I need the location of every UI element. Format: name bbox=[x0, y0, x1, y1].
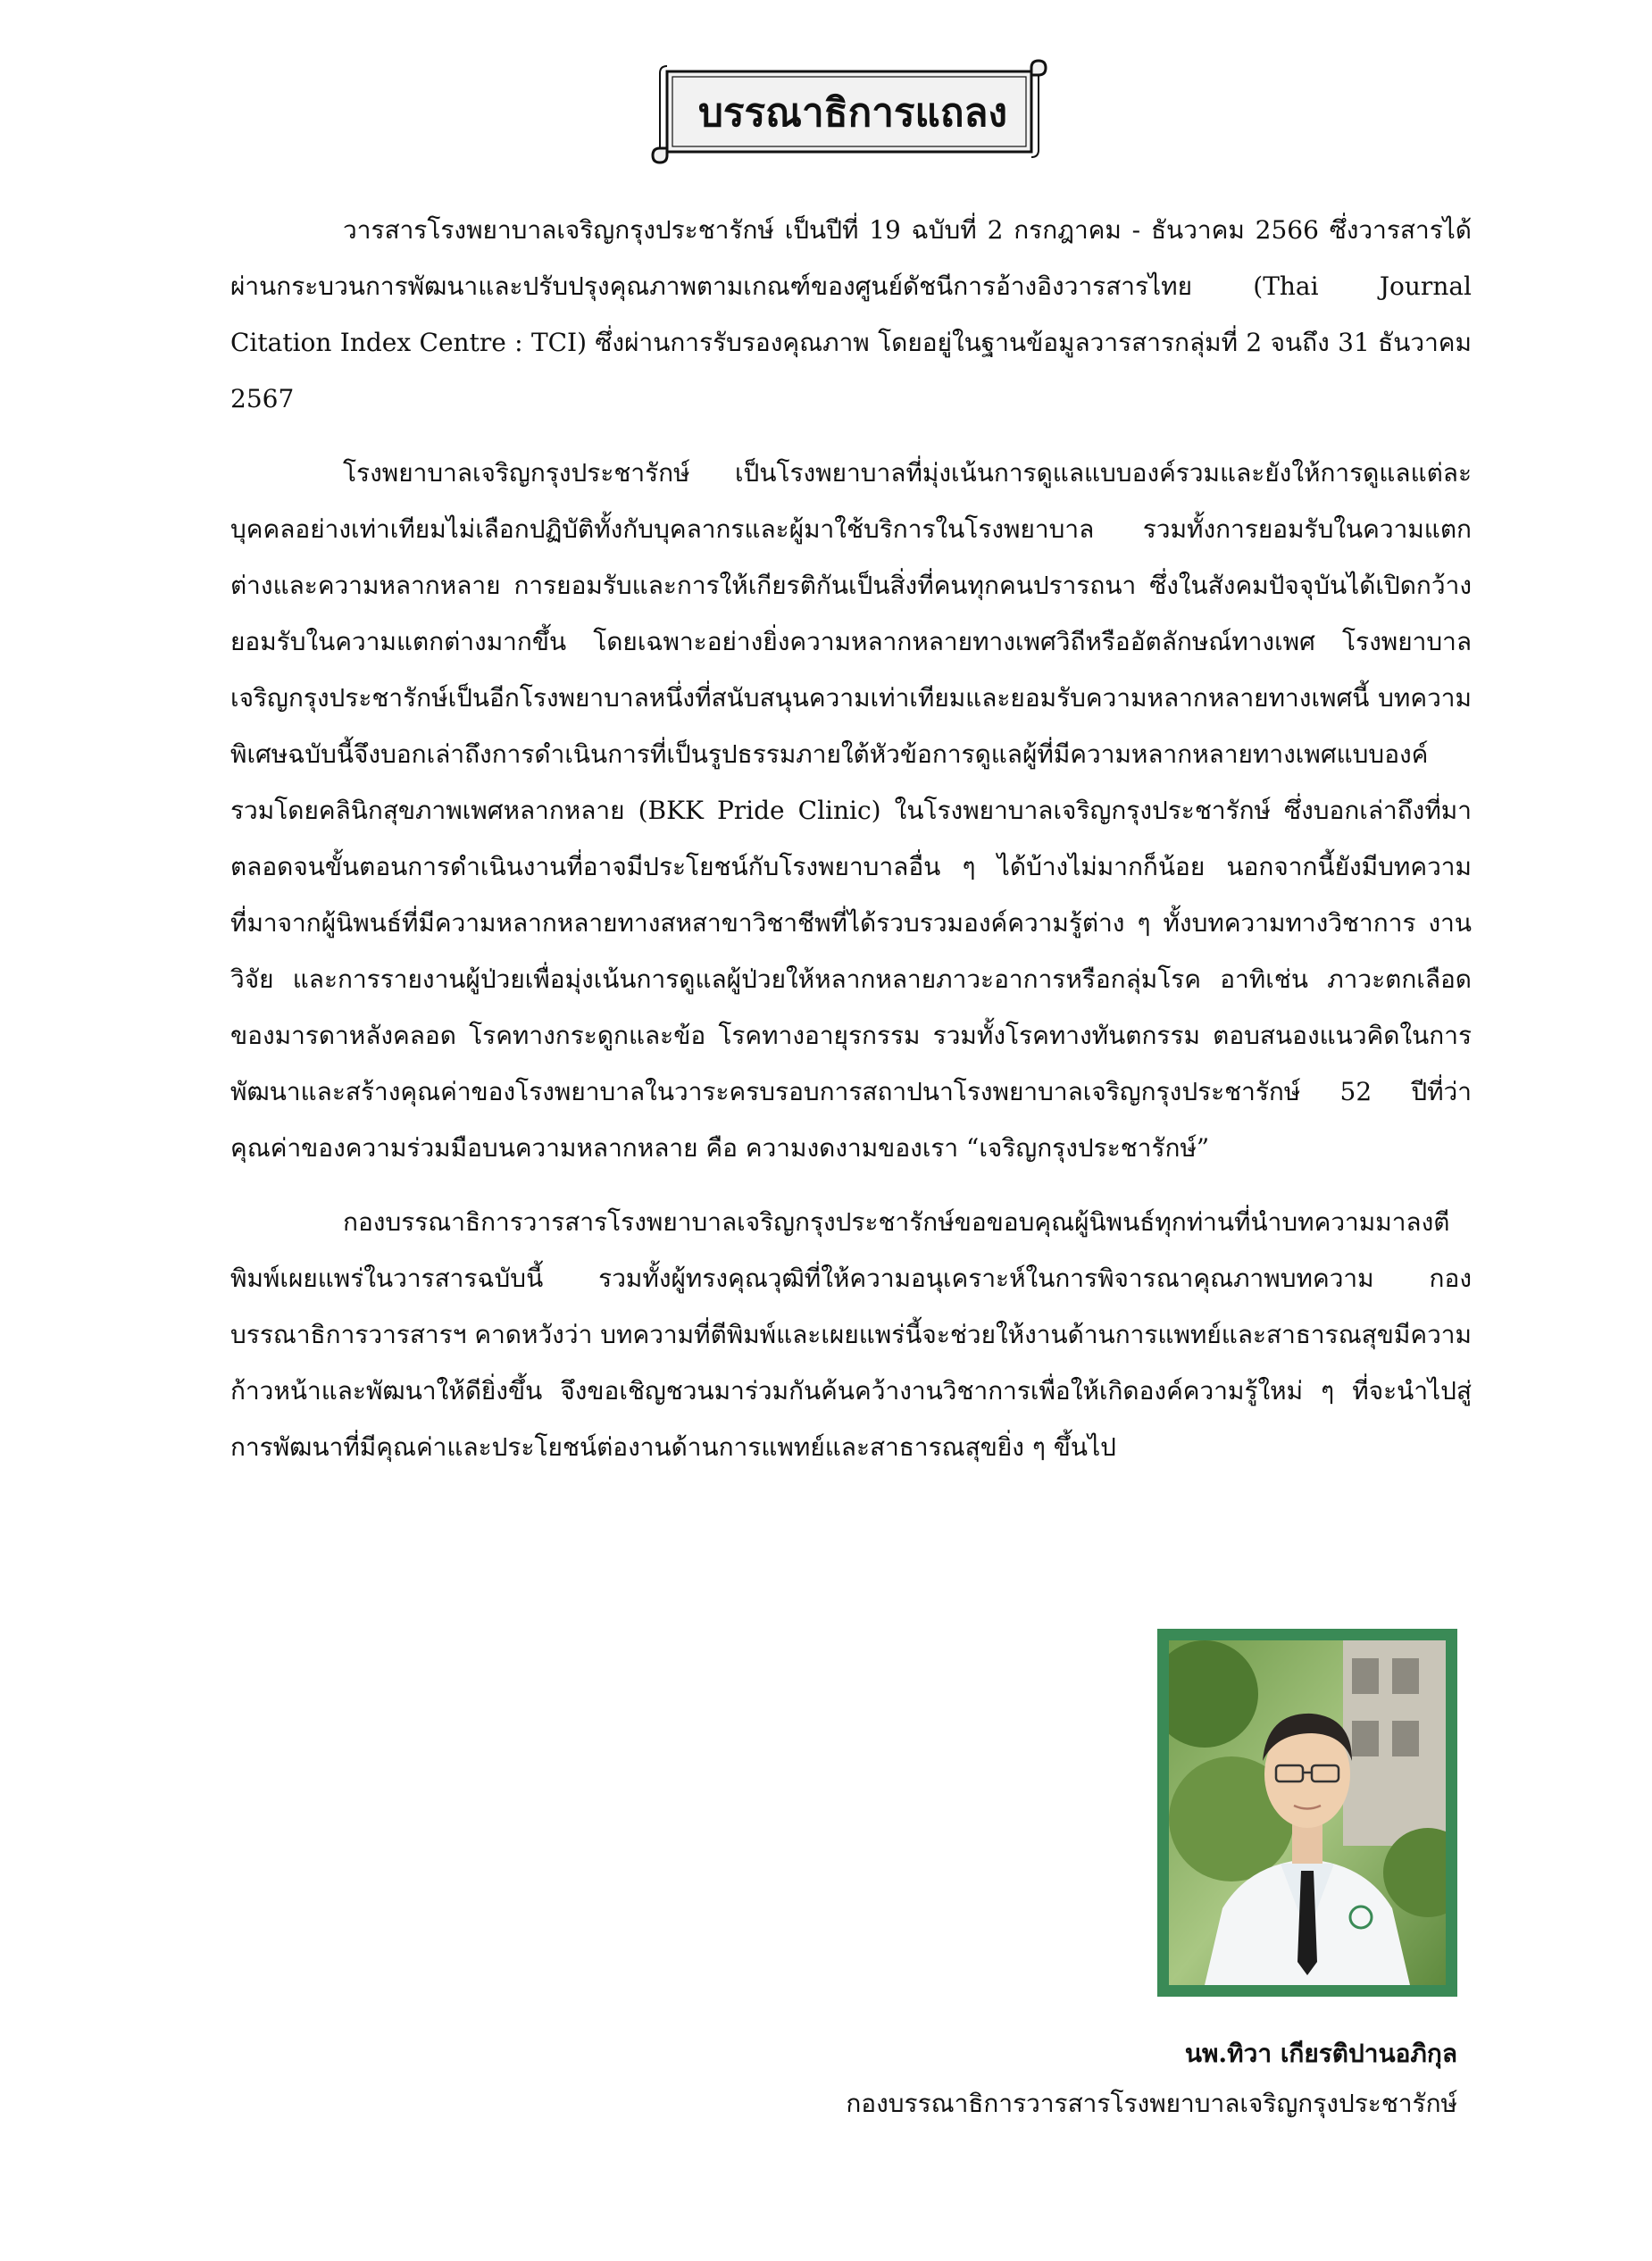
editorial-body bbox=[230, 202, 1472, 1493]
portrait-icon bbox=[1169, 1640, 1446, 1985]
signature-organization: กองบรรณาธิการวารสารโรงพยาบาลเจริญกรุงประชารักษ์ bbox=[846, 2089, 1457, 2118]
page-title: บรรณาธิการแถลง bbox=[697, 90, 1007, 136]
editor-portrait bbox=[1169, 1640, 1446, 1985]
editor-photo bbox=[1157, 1629, 1457, 1997]
paragraph-3: กองบรรณาธิการวารสารโรงพยาบาลเจริญกรุงประชารักษ์ขอขอบคุณผู้นิพนธ์ทุกท่านที่นำบทความมาลงตีพิมพ์เผยแพร่ในวารสารฉบับนี้ รวมทั้งผู้ทรงคุณวุฒิที่ให้ความอนุเคราะห์ในการพิจารณาคุณภาพบทความ กองบรรณาธิการวารสารฯ คาดหวังว่า บทความที่ตีพิมพ์และเผยแพร่นี้จะช่วยให้งานด้านการแพทย์และสาธารณสุขมีความก้าวหน้าและพัฒนาให้ดียิ่งขึ้น จึงขอเชิญชวนมาร่วมกันค้นคว้างานวิชาการเพื่อให้เกิดองค์ความรู้ใหม่ ๆ ที่จะนำไปสู่การพัฒนาที่มีคุณค่าและประโยชน์ต่องานด้านการแพทย์และสาธารณสุขยิ่ง ๆ ขึ้นไป bbox=[230, 1207, 1472, 1462]
paragraph-2: โรงพยาบาลเจริญกรุงประชารักษ์ เป็นโรงพยาบาลที่มุ่งเน้นการดูแลแบบองค์รวมและยังให้การดูแลแต่ละบุคคลอย่างเท่าเทียมไม่เลือกปฏิบัติทั้งกับบุคลากรและผู้มาใช้บริการในโรงพยาบาล รวมทั้งการยอมรับในความแตกต่างและความหลากหลาย การยอมรับและการให้เกียรติกันเป็นสิ่งที่คนทุกคนปรารถนา ซึ่งในสังคมปัจจุบันได้เปิดกว้างยอมรับในความแตกต่างมากขึ้น โดยเฉพาะอย่างยิ่งความหลากหลายทางเพศวิถีหรืออัตลักษณ์ทางเพศ โรงพยาบาลเจริญกรุงประชารักษ์เป็นอีกโรงพยาบาลหนึ่งที่สนับสนุนความเท่าเทียมและยอมรับความหลากหลายทางเพศนี้ บทความพิเศษฉบับนี้จึงบอกเล่าถึงการดำเนินการที่เป็นรูปธรรมภายใต้หัวข้อการดูแลผู้ที่มีความหลากหลายทางเพศแบบองค์รวมโดยคลินิกสุขภาพเพศหลากหลาย (BKK Pride Clinic) ในโรงพยาบาลเจริญกรุงประชารักษ์ ซึ่งบอกเล่าถึงที่มาตลอดจนขั้นตอนการดำเนินงานที่อาจมีประโยชน์กับโรงพยาบาลอื่น ๆ ได้บ้างไม่มากก็น้อย นอกจากนี้ยังมีบทความที่มาจากผู้นิพนธ์ที่มีความหลากหลายทางสหสาขาวิชาชีพที่ได้รวบรวมองค์ความรู้ต่าง ๆ ทั้งบทความทางวิชาการ งานวิจัย และการรายงานผู้ป่วยเพื่อมุ่งเน้นการดูแลผู้ป่วยให้หลากหลายภาวะอาการหรือกลุ่มโรค อาทิเช่น ภาวะตกเลือดของมารดาหลังคลอด โรคทางกระดูกและข้อ โรคทางอายุรกรรม รวมทั้งโรคทางทันตกรรม ตอบสนองแนวคิดในการพัฒนาและสร้างคุณค่าของโรงพยาบาลในวาระครบรอบการสถาปนาโรงพยาบาลเจริญกรุงประชารักษ์ 52 ปีที่ว่า คุณค่าของความร่วมมือบนความหลากหลาย คือ ความงดงามของเรา “เจริญกรุงประชารักษ์” bbox=[230, 458, 1472, 1163]
paragraph-1: วารสารโรงพยาบาลเจริญกรุงประชารักษ์ เป็นปีที่ 19 ฉบับที่ 2 กรกฎาคม - ธันวาคม 2566 ซึ่งวารสารได้ผ่านกระบวนการพัฒนาและปรับปรุงคุณภาพตามเกณฑ์ของศูนย์ดัชนีการอ้างอิงวารสารไทย (Thai Journal Citation Index Centre : TCI) ซึ่งผ่านการรับรองคุณภาพ โดยอยู่ในฐานข้อมูลวารสารกลุ่มที่ 2 จนถึง 31 ธันวาคม 2567 bbox=[230, 215, 1472, 413]
signature-name: นพ.ทิวา เกียรติปานอภิกุล bbox=[1184, 2039, 1457, 2068]
title-banner bbox=[647, 55, 1049, 164]
